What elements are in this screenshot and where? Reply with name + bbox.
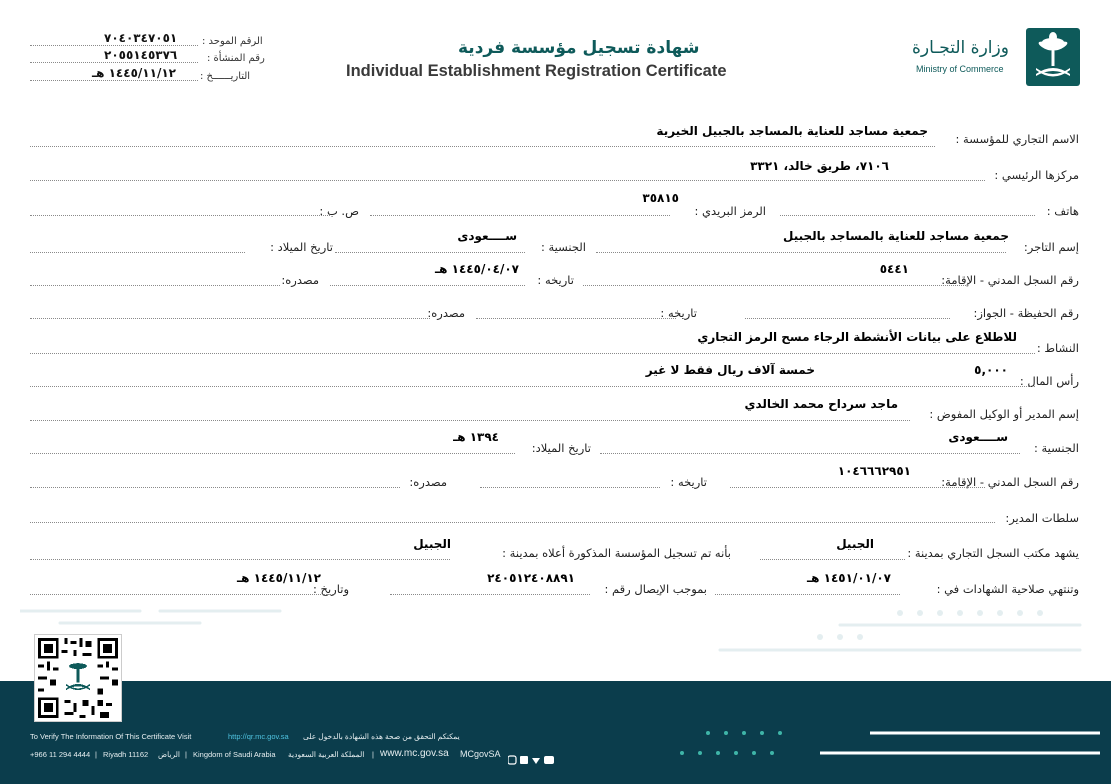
establishment-no: ٢٠٥٥١٤٥٣٧٦ bbox=[104, 48, 178, 62]
manager-nationality-label: الجنسية : bbox=[1033, 441, 1079, 455]
instagram-icon bbox=[508, 756, 516, 764]
manager-birthdate-label: تاريخ الميلاد: bbox=[531, 441, 591, 455]
unified-no-label: الرقم الموحد : bbox=[202, 36, 263, 47]
footer-handle: MCgovSA bbox=[460, 749, 501, 759]
hq-address: ٧١٠٦، طريق خالد، ٣٣٢١ bbox=[750, 159, 889, 173]
ministry-name-ar: وزارة التجـارة bbox=[912, 38, 1009, 58]
date-label: التاريــــــخ : bbox=[200, 71, 251, 82]
verification-qr-code bbox=[34, 634, 122, 722]
footer-riyadh-en: Riyadh 11162 bbox=[103, 750, 149, 759]
header-date: ١٤٤٥/١١/١٢ هـ bbox=[92, 66, 176, 80]
merchant-name: جمعية مساجد للعناية بالمساجد بالجبيل bbox=[783, 229, 1009, 243]
issue-date-label: وتاريخ : bbox=[313, 582, 349, 596]
civil-source-label: مصدره: bbox=[281, 273, 319, 287]
palm-swords-emblem-icon bbox=[1026, 28, 1080, 86]
footer-ksa-en: Kingdom of Saudi Arabia bbox=[193, 750, 276, 759]
youtube-icon bbox=[544, 756, 554, 764]
twitter-icon bbox=[532, 758, 540, 764]
ministry-logo bbox=[912, 28, 1082, 88]
title-en: Individual Establishment Registration Certificate bbox=[346, 62, 727, 80]
civil-no-label: رقم السجل المدني - الإقامة: bbox=[941, 273, 1079, 287]
civil-no: ٥٤٤١ bbox=[879, 262, 909, 276]
postal-code: ٣٥٨١٥ bbox=[642, 191, 679, 205]
merchant-label: إسم التاجر: bbox=[1023, 240, 1079, 254]
office-label: يشهد مكتب السجل التجاري بمدينة : bbox=[907, 546, 1079, 560]
decorative-pattern bbox=[20, 605, 1100, 680]
issue-date: ١٤٤٥/١١/١٢ هـ bbox=[237, 571, 321, 585]
receipt-no: ٢٤٠٥١٢٤٠٨٨٩١ bbox=[487, 571, 575, 585]
facebook-icon bbox=[520, 756, 528, 764]
footer-riyadh-ar: الرياض bbox=[158, 750, 180, 759]
activity-label: النشاط : bbox=[1036, 341, 1079, 355]
expiry-label: وتنتهي صلاحية الشهادات في : bbox=[936, 582, 1079, 596]
establishment-no-label: رقم المنشأة : bbox=[207, 53, 265, 64]
receipt-label: بموجب الإيصال رقم : bbox=[604, 582, 707, 596]
verify-link[interactable]: http://qr.mc.gov.sa bbox=[228, 732, 289, 741]
trade-name: جمعية مساجد للعناية بالمساجد بالجبيل الخيرية bbox=[656, 124, 928, 138]
hq-label: مركزها الرئيسي : bbox=[994, 168, 1079, 182]
office-city: الجبيل bbox=[836, 537, 874, 551]
expiry-date: ١٤٥١/٠١/٠٧ هـ bbox=[807, 571, 891, 585]
birthdate-label: تاريخ الميلاد : bbox=[270, 240, 333, 254]
footer-website[interactable]: www.mc.gov.sa bbox=[380, 748, 449, 759]
capital-in-words: خمسة آلاف ريال فقط لا غير bbox=[645, 363, 815, 377]
pobox-label: ص. ب : bbox=[319, 204, 359, 218]
manager-civil-no-label: رقم السجل المدني - الإقامة: bbox=[941, 475, 1079, 489]
manager-name: ماجد سرداح محمد الخالدي bbox=[744, 397, 898, 411]
nationality: ســــعودى bbox=[457, 229, 517, 243]
manager-civil-date-label: تاريخه : bbox=[670, 475, 707, 489]
footer-phone: +966 11 294 4444 bbox=[30, 750, 91, 759]
footer-dots bbox=[660, 723, 1100, 763]
postal-code-label: الرمز البريدي : bbox=[694, 204, 766, 218]
manager-birthdate: ١٣٩٤ هـ bbox=[453, 430, 499, 444]
verify-text-en: To Verify The Information Of This Certificate Visit bbox=[30, 732, 192, 741]
manager-civil-source-label: مصدره: bbox=[409, 475, 447, 489]
registered-city: الجبيل bbox=[413, 537, 451, 551]
nationality-label: الجنسية : bbox=[540, 240, 586, 254]
manager-nationality: ســــعودى bbox=[948, 430, 1008, 444]
unified-no: ٧٠٤٠٣٤٧٠٥١ bbox=[104, 31, 178, 45]
passport-date-label: تاريخه : bbox=[660, 306, 697, 320]
civil-date-label: تاريخه : bbox=[537, 273, 574, 287]
registered-city-label: بأنه تم تسجيل المؤسسة المذكورة أعلاه بمدينة : bbox=[502, 546, 731, 560]
passport-source-label: مصدره: bbox=[427, 306, 465, 320]
manager-authority-label: سلطات المدير: bbox=[1005, 511, 1079, 525]
manager-civil-no: ١٠٤٦٦٦٢٩٥١ bbox=[837, 464, 911, 478]
verify-text-ar: يمكنكم التحقق من صحة هذه الشهادة بالدخول على bbox=[303, 732, 460, 741]
capital-amount: ٥,٠٠٠ bbox=[974, 363, 1008, 377]
footer: To Verify The Information Of This Certificate Visit http://qr.mc.gov.sa يمكنكم التحقق من صحة هذه الشهادة بالدخول على +966 11 294 4444 | Riyadh 11162 الرياض | Kingdom of Saudi Arabia المملكة العربية السعودية | www.mc.gov.sa MCgovSA bbox=[0, 681, 1111, 784]
phone-label: هاتف : bbox=[1046, 204, 1079, 218]
footer-ksa-ar: المملكة العربية السعودية bbox=[288, 750, 365, 759]
passport-label: رقم الحفيظة - الجواز: bbox=[973, 306, 1079, 320]
social-icons bbox=[508, 750, 556, 769]
activity: للاطلاع على بيانات الأنشطة الرجاء مسح الرمز التجاري bbox=[697, 330, 1017, 344]
civil-date: ١٤٤٥/٠٤/٠٧ هـ bbox=[435, 262, 519, 276]
title-ar: شهادة تسجيل مؤسسة فردية bbox=[458, 38, 700, 58]
ministry-name-en: Ministry of Commerce bbox=[916, 64, 1004, 74]
manager-label: إسم المدير أو الوكيل المفوض : bbox=[929, 407, 1079, 421]
trade-name-label: الاسم التجاري للمؤسسة : bbox=[955, 132, 1079, 146]
capital-label: رأس المال : bbox=[1019, 374, 1079, 388]
